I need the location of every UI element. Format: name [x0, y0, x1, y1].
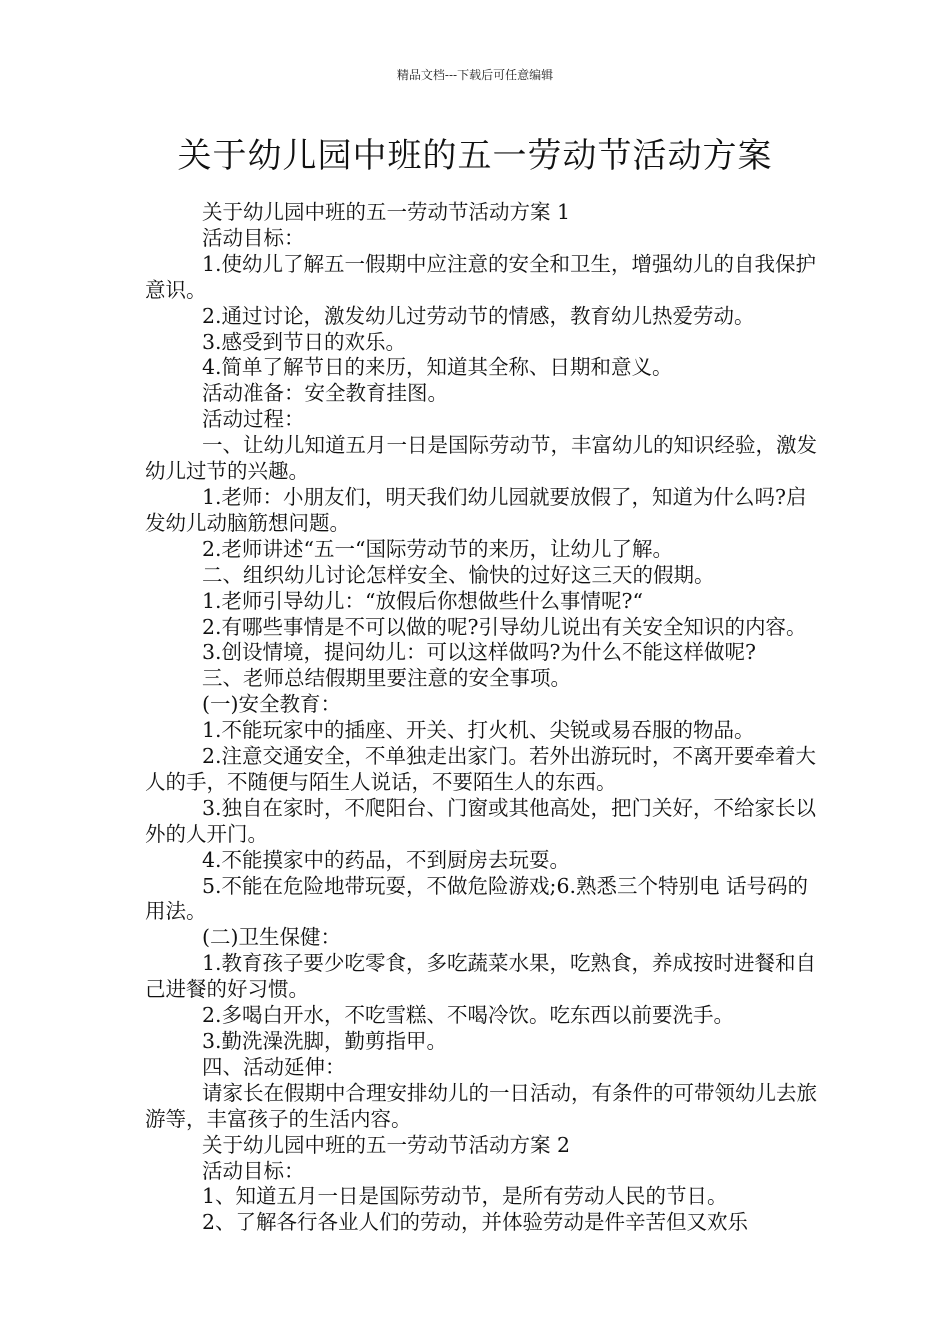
paragraph: 二、组织幼儿讨论怎样安全、愉快的过好这三天的假期。	[202, 562, 715, 587]
paragraph: 活动准备：安全教育挂图。	[202, 381, 448, 406]
paragraph: 3.创设情境，提问幼儿：可以这样做吗?为什么不能这样做呢?	[202, 640, 757, 665]
paragraph: 关于幼儿园中班的五一劳动节活动方案 2	[202, 1132, 571, 1157]
paragraph: 一、让幼儿知道五月一日是国际劳动节，丰富幼儿的知识经验，激发幼儿过节的兴趣。	[145, 433, 817, 484]
paragraph: 3.勤洗澡洗脚，勤剪指甲。	[202, 1029, 448, 1053]
paragraph: 3.独自在家时，不爬阳台、门窗或其他高处，把门关好，不给家长以外的人开门。	[145, 795, 817, 846]
paragraph: 1、知道五月一日是国际劳动节，是所有劳动人民的节日。	[202, 1184, 728, 1209]
paragraph: 活动过程：	[202, 407, 305, 432]
paragraph: 5.不能在危险地带玩耍，不做危险游戏;6.熟悉三个特别电 话号码的用法。	[145, 873, 809, 924]
paragraph: 1.教育孩子要少吃零食，多吃蔬菜水果，吃熟食，养成按时进餐和自己进餐的好习惯。	[145, 951, 817, 1002]
paragraph: (二)卫生保健：	[202, 925, 341, 950]
paragraph: 四、活动延伸：	[202, 1054, 346, 1079]
paragraph: 4.简单了解节日的来历，知道其全称、日期和意义。	[202, 355, 673, 380]
paragraph: 2.多喝白开水，不吃雪糕、不喝冷饮。吃东西以前要洗手。	[202, 1003, 735, 1028]
paragraph: (一)安全教育：	[202, 692, 341, 717]
paragraph: 1.使幼儿了解五一假期中应注意的安全和卫生，增强幼儿的自我保护意识。	[145, 251, 817, 302]
document-body	[145, 200, 817, 1236]
paragraph: 活动目标：	[202, 1158, 305, 1183]
paragraph: 活动目标：	[202, 225, 305, 250]
paragraph: 2.通过讨论，激发幼儿过劳动节的情感，教育幼儿热爱劳动。	[202, 303, 755, 328]
paragraph: 2.有哪些事情是不可以做的呢?引导幼儿说出有关安全知识的内容。	[202, 614, 807, 639]
document-title: 关于幼儿园中班的五一劳动节活动方案	[177, 136, 773, 176]
paragraph: 1.老师：小朋友们，明天我们幼儿园就要放假了，知道为什么吗?启发幼儿动脑筋想问题。	[145, 484, 807, 535]
paragraph: 1.不能玩家中的插座、开关、打火机、尖锐或易吞服的物品。	[202, 718, 755, 743]
paragraph: 2、了解各行各业人们的劳动，并体验劳动是件辛苦但又欢乐	[202, 1210, 749, 1235]
paragraph: 1.老师引导幼儿：“放假后你想做些什么事情呢?“	[202, 588, 644, 613]
paragraph: 2.老师讲述“五一“国际劳动节的来历，让幼儿了解。	[202, 536, 674, 561]
paragraph: 2.注意交通安全，不单独走出家门。若外出游玩时，不离开要牵着大人的手，不随便与陌生人说话，不要陌生人的东西。	[145, 744, 817, 794]
header-note: 精品文档---下载后可任意编辑	[396, 68, 554, 82]
paragraph: 三、老师总结假期里要注意的安全事项。	[202, 666, 571, 691]
paragraph: 4.不能摸家中的药品，不到厨房去玩耍。	[202, 847, 571, 872]
paragraph: 3.感受到节日的欢乐。	[202, 329, 407, 354]
paragraph: 关于幼儿园中班的五一劳动节活动方案 1	[202, 200, 571, 224]
paragraph: 请家长在假期中合理安排幼儿的一日活动，有条件的可带领幼儿去旅游等，丰富孩子的生活内容。	[145, 1080, 817, 1131]
